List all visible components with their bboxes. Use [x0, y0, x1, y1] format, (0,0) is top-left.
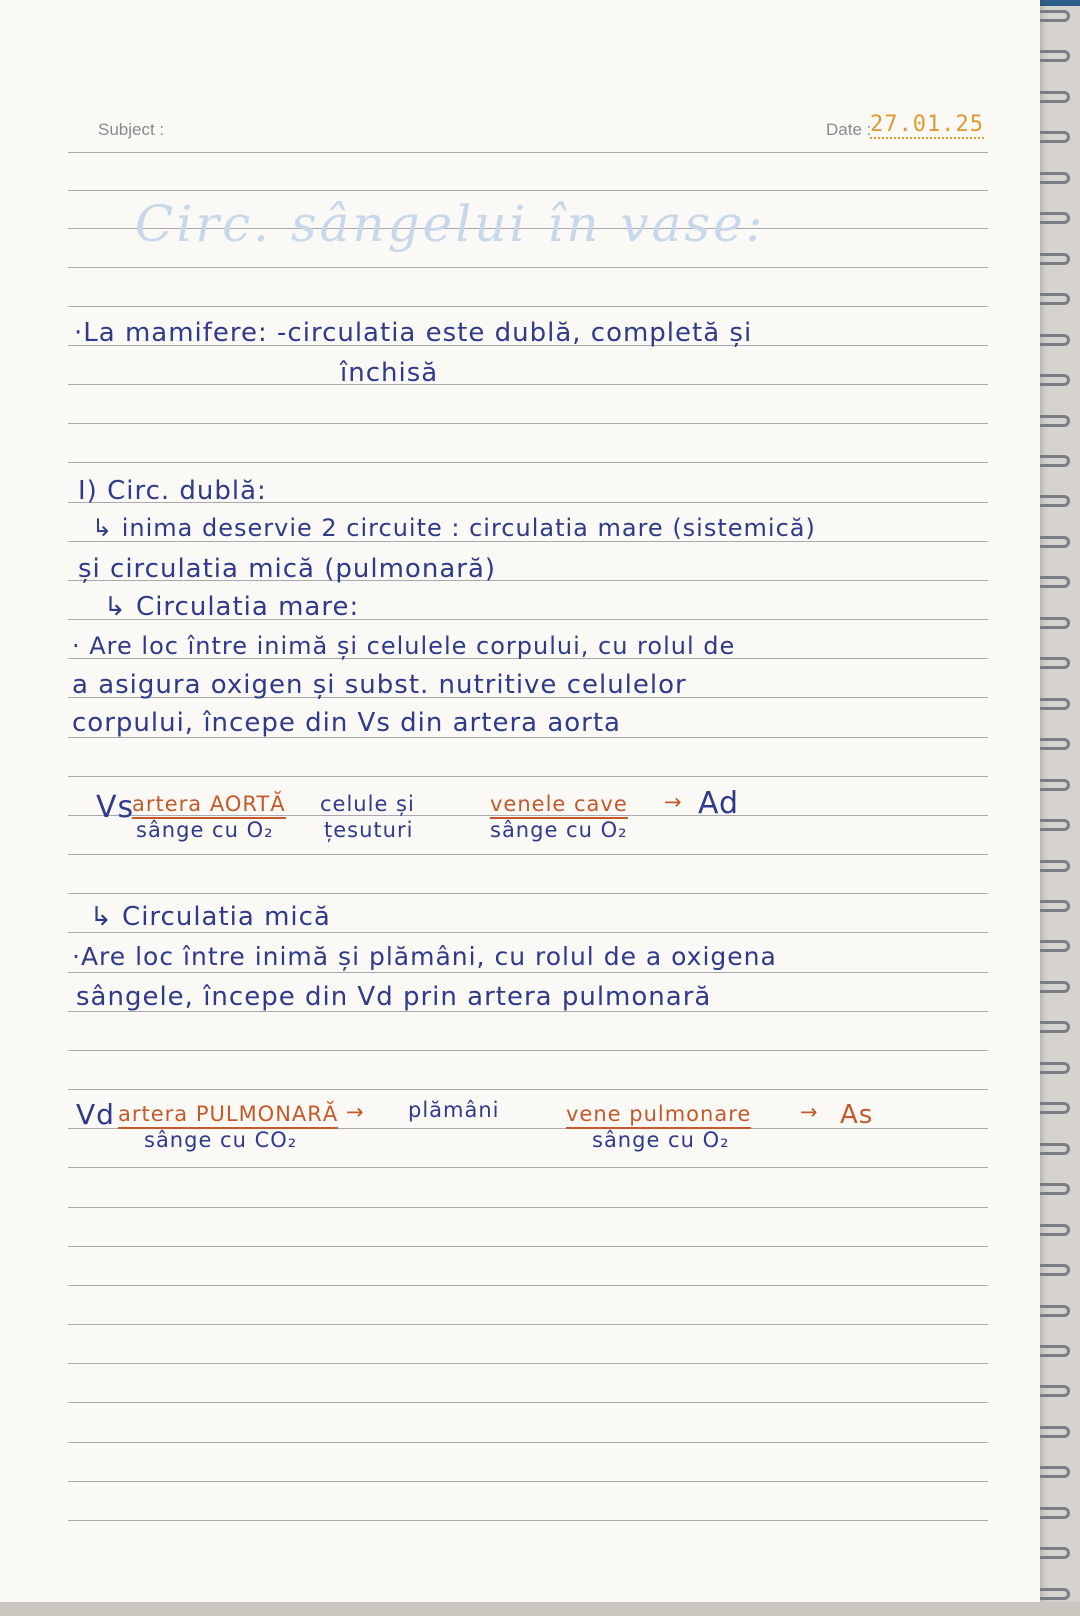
binding-ring — [1040, 1264, 1070, 1276]
binding-ring — [1040, 698, 1070, 710]
section1-paragraph-line: corpului, începe din Vs din artera aorta — [72, 708, 621, 738]
subsection-heading: ↳ Circulatia mare: — [104, 592, 360, 622]
binding-ring — [1040, 981, 1070, 993]
scheme2-label2-bottom: sânge cu O₂ — [592, 1128, 730, 1152]
ruled-line — [68, 1167, 988, 1168]
ruled-line — [68, 1285, 988, 1286]
binding-ring — [1040, 576, 1070, 588]
binding-ring — [1040, 415, 1070, 427]
binding-ring — [1040, 253, 1070, 265]
scheme2-middle: plămâni — [408, 1098, 500, 1122]
binding-ring — [1040, 1224, 1070, 1236]
date-label: Date : — [826, 120, 872, 139]
ruled-line — [68, 1363, 988, 1364]
scheme1-label2-bottom: sânge cu O₂ — [490, 818, 628, 842]
binding-ring — [1040, 860, 1070, 872]
ruled-line — [68, 854, 988, 855]
page-title: Circ. sângelui în vase: — [135, 195, 766, 253]
scheme2-end: As — [840, 1100, 874, 1130]
ruled-line — [68, 1207, 988, 1208]
binding-ring — [1040, 172, 1070, 184]
ruled-line — [68, 423, 988, 424]
ruled-line — [68, 893, 988, 894]
scheme1-end: Ad — [698, 786, 740, 821]
binding-ring — [1040, 1183, 1070, 1195]
ruled-line — [68, 1481, 988, 1482]
arrow-right-icon: → — [800, 1100, 819, 1124]
date-value: 27.01.25 — [870, 112, 984, 137]
ruled-line — [68, 1520, 988, 1521]
ruled-line — [68, 267, 988, 268]
binding-ring — [1040, 91, 1070, 103]
binding-ring — [1040, 1588, 1070, 1600]
section1-line-2: și circulatia mică (pulmonară) — [78, 554, 497, 584]
binding-ring — [1040, 1143, 1070, 1155]
binding-ring — [1040, 1102, 1070, 1114]
intro-line-1: ·La mamifere: -circulatia este dublă, completă și — [74, 318, 753, 348]
ruled-line — [68, 384, 988, 385]
ruled-line — [68, 776, 988, 777]
ruled-line — [68, 1402, 988, 1403]
section1-line-1: ↳ inima deservie 2 circuite : circulatia mare (sistemică) — [92, 514, 816, 542]
section1-paragraph-line: · Are loc între inimă și celulele corpului, cu rolul de — [72, 632, 736, 660]
binding-ring — [1040, 1507, 1070, 1519]
section-heading: I) Circ. dublă: — [78, 476, 267, 506]
binding-ring — [1040, 495, 1070, 507]
binding-ring — [1040, 1385, 1070, 1397]
ruled-line — [68, 932, 988, 933]
scheme2-label2-top: vene pulmonare — [566, 1102, 751, 1129]
ruled-line — [68, 972, 988, 973]
binding-ring — [1040, 779, 1070, 791]
binding-ring — [1040, 1466, 1070, 1478]
binding-ring — [1040, 1021, 1070, 1033]
binding-ring — [1040, 131, 1070, 143]
subsection-heading: ↳ Circulatia mică — [90, 902, 331, 932]
scheme1-label1-top: artera AORTĂ — [132, 792, 286, 819]
ruled-line — [68, 1324, 988, 1325]
binding-ring — [1040, 1305, 1070, 1317]
binding-ring — [1040, 1345, 1070, 1357]
binding-ring — [1040, 1426, 1070, 1438]
binding-ring — [1040, 50, 1070, 62]
binding-ring — [1040, 374, 1070, 386]
notebook-bottom-edge — [0, 1602, 1080, 1616]
arrow-right-icon: → — [664, 790, 683, 814]
section2-paragraph-line: ·Are loc între inimă și plămâni, cu rolul de a oxigena — [72, 942, 777, 971]
scheme1-label2-top: venele cave — [490, 792, 628, 819]
scheme1-start: Vs — [96, 790, 135, 825]
scheme2-label1-bottom: sânge cu CO₂ — [144, 1128, 298, 1152]
binding-ring — [1040, 536, 1070, 548]
ruled-line — [68, 1246, 988, 1247]
ruled-line — [68, 152, 988, 153]
binding-ring — [1040, 900, 1070, 912]
binding-ring — [1040, 819, 1070, 831]
binding-ring — [1040, 940, 1070, 952]
binding-ring — [1040, 334, 1070, 346]
ruled-line — [68, 1050, 988, 1051]
binding-ring — [1040, 617, 1070, 629]
ruled-line — [68, 190, 988, 191]
scheme1-middle-bottom: țesuturi — [324, 818, 414, 842]
ruled-line — [68, 306, 988, 307]
scheme1-middle-top: celule și — [320, 792, 415, 816]
scheme2-label1-top: artera PULMONARĂ — [118, 1102, 338, 1129]
subject-label: Subject : — [98, 120, 165, 139]
ruled-line — [68, 1442, 988, 1443]
binding-ring — [1040, 212, 1070, 224]
section1-paragraph-line: a asigura oxigen și subst. nutritive celulelor — [72, 670, 687, 700]
intro-line-2: închisă — [340, 358, 439, 388]
binding-ring — [1040, 657, 1070, 669]
section2-paragraph-line: sângele, începe din Vd prin artera pulmonară — [76, 982, 712, 1012]
binding-ring — [1040, 455, 1070, 467]
binding-ring — [1040, 10, 1070, 22]
binding-ring — [1040, 738, 1070, 750]
spiral-binding — [1032, 10, 1072, 1600]
arrow-right-icon: → — [346, 1100, 365, 1124]
scheme1-label1-bottom: sânge cu O₂ — [136, 818, 274, 842]
ruled-line — [68, 1089, 988, 1090]
binding-ring — [1040, 293, 1070, 305]
binding-ring — [1040, 1547, 1070, 1559]
ruled-line — [68, 462, 988, 463]
binding-ring — [1040, 1062, 1070, 1074]
scheme2-start: Vd — [76, 1098, 115, 1131]
